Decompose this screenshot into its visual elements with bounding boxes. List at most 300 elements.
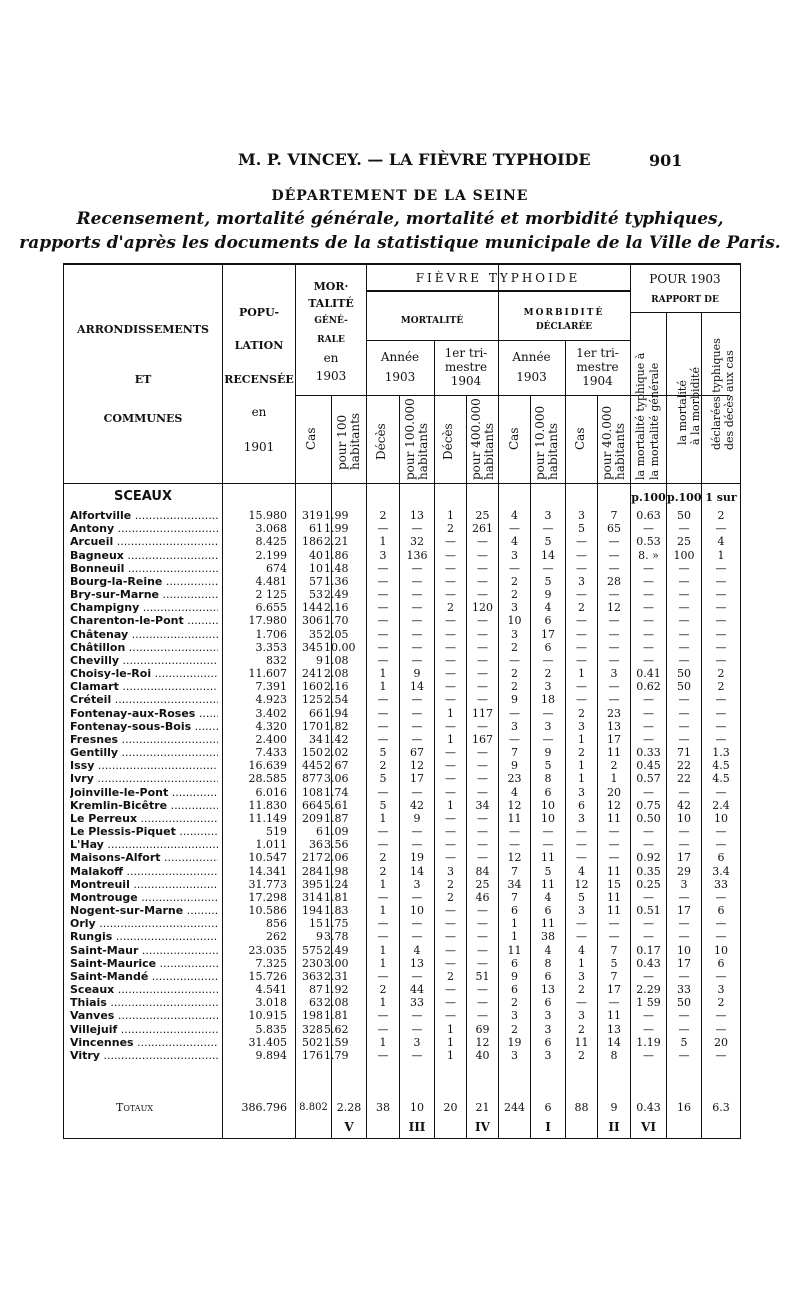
- table-cell: 11: [507, 943, 522, 957]
- table-cell: 3.06: [324, 772, 349, 786]
- table-cell: 1.83: [324, 904, 349, 918]
- commune-name: Chevilly .....: [70, 654, 218, 667]
- table-cell: —: [445, 785, 456, 799]
- table-cell: 14.341: [248, 864, 287, 878]
- table-cell: —: [445, 680, 456, 694]
- table-cell: 6: [578, 798, 585, 812]
- table-cell: 0.51: [636, 904, 661, 918]
- table-cell: 44: [410, 983, 424, 997]
- table-row: [0, 996, 800, 1009]
- table-cell: 2: [717, 680, 725, 694]
- table-cell: —: [715, 588, 727, 602]
- commune-name: Fresnes .....: [70, 733, 218, 746]
- table-cell: 12: [607, 601, 621, 615]
- table-cell: 3: [578, 509, 585, 522]
- table-cell: 2: [447, 877, 454, 891]
- table-cell: —: [608, 680, 620, 694]
- table-cell: 15: [607, 877, 621, 891]
- roman-ref: I: [545, 1120, 551, 1134]
- table-cell: 1: [447, 706, 454, 720]
- table-cell: —: [445, 614, 456, 628]
- table-cell: 2: [511, 680, 518, 694]
- table-cell: 2.4: [712, 798, 730, 812]
- col-head-pop: POPU-: [238, 306, 280, 319]
- table-cell: 5: [544, 535, 552, 549]
- table-cell: —: [678, 706, 690, 720]
- table-cell: —: [377, 653, 389, 667]
- table-cell: 11: [541, 917, 555, 931]
- table-cell: —: [445, 574, 456, 588]
- table-cell: 9: [316, 930, 323, 944]
- table-row: [0, 930, 800, 943]
- running-header: M. P. VINCEY. — LA FIÈVRE TYPHOIDE: [238, 150, 591, 169]
- table-cell: —: [678, 785, 690, 799]
- col-head-pop: LATION: [234, 339, 284, 352]
- table-cell: 9: [511, 693, 518, 707]
- commune-name: Sceaux .....: [70, 983, 218, 996]
- table-cell: —: [411, 1048, 423, 1062]
- table-cell: 2: [717, 509, 725, 522]
- table-cell: 5.61: [324, 798, 349, 812]
- table-cell: —: [643, 561, 654, 575]
- table-cell: 1.82: [324, 719, 349, 733]
- table-cell: —: [715, 1022, 727, 1036]
- table-cell: —: [678, 890, 690, 904]
- table-cell: 1: [379, 943, 387, 957]
- unit-rule: [296, 395, 730, 396]
- table-cell: 1.24: [324, 877, 349, 891]
- table-cell: 28.585: [248, 772, 287, 786]
- table-cell: 3: [544, 1009, 552, 1023]
- table-cell: —: [678, 614, 690, 628]
- table-cell: 87: [309, 983, 323, 997]
- table-row: [0, 680, 800, 693]
- vhead-habitants: habitants: [348, 412, 362, 470]
- table-cell: 856: [266, 917, 287, 931]
- table-cell: 4.541: [255, 983, 287, 997]
- table-cell: 66: [309, 706, 323, 720]
- table-cell: 144: [302, 601, 323, 615]
- table-cell: 11: [607, 811, 621, 825]
- table-cell: —: [608, 627, 620, 641]
- table-cell: 108: [302, 785, 323, 799]
- total-value: 16: [677, 1101, 691, 1114]
- table-cell: —: [477, 588, 488, 602]
- table-cell: 7: [610, 943, 618, 957]
- table-cell: —: [377, 969, 389, 983]
- table-cell: —: [411, 1009, 423, 1023]
- table-cell: —: [608, 930, 620, 944]
- table-cell: —: [715, 1009, 727, 1023]
- table-cell: 100: [673, 548, 695, 562]
- table-cell: 0.45: [636, 759, 661, 773]
- table-cell: 15.980: [248, 509, 287, 522]
- table-cell: 3: [511, 719, 518, 733]
- total-value: 386.796: [241, 1101, 287, 1114]
- table-row: [0, 693, 800, 706]
- table-row: [0, 891, 800, 904]
- commune-name: Vanves .....: [70, 1009, 218, 1022]
- table-cell: 3: [578, 719, 585, 733]
- commune-name: Issy .....: [70, 759, 218, 772]
- table-cell: 13: [410, 509, 424, 522]
- table-cell: 11: [541, 877, 555, 891]
- table-cell: —: [377, 640, 389, 654]
- unit-label: 1 sur: [705, 491, 737, 504]
- table-cell: 0.75: [636, 798, 661, 812]
- table-cell: 0.43: [636, 956, 661, 970]
- table-cell: 23: [507, 772, 522, 786]
- table-cell: —: [411, 785, 423, 799]
- table-cell: 6: [511, 956, 518, 970]
- table-cell: 117: [472, 706, 493, 720]
- table-cell: 5: [544, 574, 552, 588]
- table-row: [0, 746, 800, 759]
- table-cell: 1.48: [324, 561, 349, 575]
- table-cell: 9: [544, 746, 552, 760]
- page-number: 901: [649, 151, 683, 170]
- table-cell: —: [608, 996, 620, 1010]
- table-cell: 22: [677, 772, 691, 786]
- total-value: 21: [475, 1101, 490, 1114]
- table-cell: —: [643, 522, 654, 536]
- col-head-arr: ET: [134, 373, 152, 386]
- table-cell: 9: [316, 653, 323, 667]
- total-value: 6: [544, 1101, 552, 1114]
- table-cell: 120: [472, 601, 493, 615]
- table-cell: —: [678, 825, 690, 839]
- table-cell: —: [542, 732, 554, 746]
- table-row: [0, 1023, 800, 1036]
- table-cell: —: [678, 732, 690, 746]
- table-cell: —: [377, 930, 389, 944]
- table-cell: 0.35: [636, 864, 661, 878]
- table-cell: 2.16: [324, 601, 349, 615]
- table-cell: —: [576, 548, 587, 562]
- table-cell: —: [576, 680, 587, 694]
- table-cell: 1: [578, 759, 585, 773]
- table-cell: 1: [447, 798, 454, 812]
- table-row: [0, 1049, 800, 1062]
- table-cell: 16.639: [248, 759, 287, 773]
- table-cell: —: [377, 574, 389, 588]
- table-cell: 11: [607, 904, 621, 918]
- table-cell: —: [608, 588, 620, 602]
- table-cell: 38: [541, 930, 555, 944]
- table-cell: 1.74: [324, 785, 349, 799]
- table-cell: —: [477, 996, 488, 1010]
- table-cell: 17.980: [248, 614, 287, 628]
- table-cell: 5: [379, 772, 387, 786]
- table-cell: —: [509, 561, 520, 575]
- table-cell: —: [678, 1009, 690, 1023]
- table-cell: 25: [475, 509, 490, 522]
- table-cell: —: [411, 522, 423, 536]
- totals-row: [0, 1101, 800, 1114]
- table-cell: 2: [578, 706, 585, 720]
- table-cell: —: [678, 640, 690, 654]
- table-cell: 4.481: [255, 574, 287, 588]
- table-cell: —: [715, 838, 727, 852]
- table-cell: 46: [475, 890, 490, 904]
- table-cell: —: [643, 1022, 654, 1036]
- table-cell: —: [477, 667, 488, 681]
- vhead-deces: Décès: [374, 423, 388, 460]
- table-cell: —: [477, 746, 488, 760]
- table-cell: —: [445, 746, 456, 760]
- table-cell: 10: [309, 561, 323, 575]
- table-cell: 2: [717, 996, 725, 1010]
- table-cell: 33: [410, 996, 424, 1010]
- table-cell: —: [643, 614, 654, 628]
- table-cell: 1: [511, 930, 518, 944]
- table-cell: —: [477, 825, 488, 839]
- table-row: [0, 733, 800, 746]
- table-cell: 2.49: [324, 588, 349, 602]
- table-cell: 314: [302, 890, 323, 904]
- table-cell: 1: [447, 1022, 454, 1036]
- vhead-cas: Cas: [507, 427, 521, 450]
- commune-name: Vincennes .....: [70, 1036, 218, 1049]
- table-cell: 17: [607, 983, 621, 997]
- table-cell: —: [377, 1048, 389, 1062]
- table-cell: 6: [544, 1035, 552, 1049]
- table-cell: —: [477, 574, 488, 588]
- table-cell: 5.62: [324, 1022, 349, 1036]
- table-cell: —: [411, 825, 423, 839]
- table-cell: —: [678, 1022, 690, 1036]
- table-cell: 1.99: [324, 509, 349, 522]
- vhead-cas: Cas: [573, 427, 587, 450]
- table-cell: 4: [578, 864, 585, 878]
- table-row: [0, 772, 800, 785]
- table-cell: 19: [410, 851, 424, 865]
- table-cell: 1: [578, 772, 585, 786]
- table-cell: 1.92: [324, 983, 349, 997]
- table-cell: —: [542, 825, 554, 839]
- vhead-pour40000: pour 40.000: [600, 405, 614, 480]
- table-cell: 306: [302, 614, 323, 628]
- table-cell: 1: [447, 1048, 454, 1062]
- table-cell: 12: [475, 1035, 490, 1049]
- table-cell: 170: [302, 719, 323, 733]
- commune-name: Arcueil .....: [70, 535, 218, 548]
- table-cell: —: [678, 693, 690, 707]
- table-cell: 3: [544, 719, 552, 733]
- table-cell: —: [445, 588, 456, 602]
- table-cell: —: [576, 996, 587, 1010]
- commune-name: Malakoff .....: [70, 865, 218, 878]
- commune-name: Bourg-la-Reine .....: [70, 575, 218, 588]
- col-head-annee: 1903: [516, 370, 547, 384]
- table-cell: 2.21: [324, 535, 349, 549]
- table-cell: —: [411, 719, 423, 733]
- table-cell: 5: [544, 864, 552, 878]
- table-row: [0, 707, 800, 720]
- table-row: [0, 549, 800, 562]
- vhead-cas: Cas: [304, 427, 318, 450]
- table-cell: —: [377, 825, 389, 839]
- table-cell: 2 67: [324, 759, 349, 773]
- table-row: [0, 614, 800, 627]
- table-cell: 2.400: [255, 732, 287, 746]
- table-cell: 2: [578, 983, 585, 997]
- table-cell: —: [715, 719, 727, 733]
- table-cell: 12: [607, 798, 621, 812]
- table-cell: 2: [379, 983, 387, 997]
- table-cell: —: [542, 522, 554, 536]
- table-cell: —: [377, 588, 389, 602]
- table-cell: —: [445, 917, 456, 931]
- vhead-rapport-3b: des décès aux cas: [723, 350, 736, 450]
- table-cell: —: [445, 693, 456, 707]
- total-value: 38: [376, 1101, 390, 1114]
- table-cell: 2: [447, 522, 454, 536]
- table-cell: 3.353: [255, 640, 287, 654]
- table-cell: —: [608, 614, 620, 628]
- table-cell: —: [445, 851, 456, 865]
- table-cell: —: [576, 588, 587, 602]
- table-cell: —: [608, 640, 620, 654]
- table-cell: —: [411, 732, 423, 746]
- table-cell: 31.773: [248, 877, 287, 891]
- sub-rule: [366, 340, 630, 341]
- table-cell: 4: [544, 601, 552, 615]
- table-cell: 1.3: [712, 746, 730, 760]
- table-cell: 7: [610, 509, 618, 522]
- table-cell: —: [477, 851, 488, 865]
- table-cell: 1.81: [324, 1009, 349, 1023]
- table-cell: —: [678, 917, 690, 931]
- table-cell: 3: [511, 548, 518, 562]
- table-cell: —: [715, 561, 727, 575]
- table-cell: 33: [677, 983, 691, 997]
- table-cell: 69: [475, 1022, 490, 1036]
- commune-name: Fontenay-sous-Bois .....: [70, 720, 218, 733]
- table-cell: 1: [578, 956, 585, 970]
- table-cell: 8: [544, 956, 552, 970]
- table-cell: 33: [714, 877, 728, 891]
- table-cell: 5: [379, 798, 387, 812]
- table-cell: 7.391: [255, 680, 287, 694]
- table-cell: 7: [511, 864, 518, 878]
- col-head-fievre: FIÈVRE TYPHOIDE: [415, 271, 581, 285]
- table-cell: 32: [410, 535, 424, 549]
- table-cell: —: [477, 1009, 488, 1023]
- table-cell: —: [411, 561, 423, 575]
- table-cell: 1.59: [324, 1035, 349, 1049]
- table-cell: 3: [447, 864, 454, 878]
- table-cell: 11.830: [248, 798, 287, 812]
- table-cell: 2: [578, 1022, 585, 1036]
- table-row: [0, 878, 800, 891]
- table-cell: —: [377, 522, 389, 536]
- col-head-mort: MOR·: [313, 280, 349, 293]
- table-cell: 10.915: [248, 1009, 287, 1023]
- table-cell: 1.42: [324, 732, 349, 746]
- table-cell: —: [477, 561, 488, 575]
- table-row: [0, 812, 800, 825]
- table-cell: 9: [544, 588, 552, 602]
- table-cell: 6: [544, 614, 552, 628]
- table-cell: 674: [266, 561, 287, 575]
- table-cell: —: [576, 930, 587, 944]
- table-cell: —: [477, 548, 488, 562]
- table-cell: 3.00: [324, 956, 349, 970]
- table-row: [0, 562, 800, 575]
- vhead-rapport-2a: la mortalité: [676, 380, 689, 445]
- table-cell: —: [643, 1048, 654, 1062]
- commune-name: Maisons-Alfort .....: [70, 851, 218, 864]
- table-cell: 6: [544, 785, 552, 799]
- col-head-trim: mestre: [444, 360, 488, 374]
- table-cell: —: [643, 930, 654, 944]
- table-cell: —: [377, 838, 389, 852]
- table-cell: 2.02: [324, 746, 349, 760]
- table-cell: —: [576, 653, 587, 667]
- table-cell: 5: [379, 746, 387, 760]
- table-cell: 28: [607, 574, 621, 588]
- table-cell: —: [477, 614, 488, 628]
- total-value: 2.28: [336, 1101, 362, 1114]
- table-cell: —: [643, 601, 654, 615]
- table-row: [0, 1009, 800, 1022]
- table-cell: —: [411, 890, 423, 904]
- table-cell: —: [477, 640, 488, 654]
- table-cell: —: [477, 627, 488, 641]
- commune-name: Ivry .....: [70, 772, 218, 785]
- table-cell: 12: [507, 851, 522, 865]
- table-cell: 22: [677, 759, 691, 773]
- col-head-arr: ARRONDISSEMENTS: [77, 323, 209, 336]
- table-row: [0, 535, 800, 548]
- table-row: [0, 904, 800, 917]
- table-cell: —: [445, 838, 456, 852]
- roman-ref: II: [608, 1120, 620, 1134]
- table-cell: 1.36: [324, 574, 349, 588]
- table-cell: —: [477, 680, 488, 694]
- table-cell: 36: [309, 838, 323, 852]
- table-cell: —: [445, 1009, 456, 1023]
- table-cell: 40: [309, 548, 323, 562]
- table-cell: —: [445, 759, 456, 773]
- table-cell: 8.425: [255, 535, 287, 549]
- table-cell: 1: [511, 917, 518, 931]
- table-cell: 34: [309, 732, 323, 746]
- roman-ref: III: [408, 1120, 426, 1134]
- table-cell: 2.54: [324, 693, 349, 707]
- table-cell: 262: [266, 930, 287, 944]
- table-cell: 176: [302, 1048, 323, 1062]
- table-cell: 186: [302, 535, 323, 549]
- table-cell: —: [608, 838, 620, 852]
- table-cell: 12: [507, 798, 522, 812]
- table-cell: 10: [714, 811, 728, 825]
- table-cell: 23: [607, 706, 621, 720]
- table-cell: 2: [511, 996, 518, 1010]
- col-head-morbidite: MORBIDITÉ: [523, 308, 605, 318]
- total-value: 88: [574, 1101, 589, 1114]
- roman-ref: V: [344, 1120, 354, 1134]
- unit-label: p.100: [667, 491, 702, 504]
- table-cell: 2.199: [255, 548, 287, 562]
- table-cell: 25: [475, 877, 490, 891]
- vhead-rapport-1b: la mortalité générale: [648, 362, 661, 480]
- commune-name: L'Hay .....: [70, 838, 218, 851]
- table-cell: 1: [447, 732, 454, 746]
- table-cell: —: [608, 851, 620, 865]
- table-cell: 1.94: [324, 706, 349, 720]
